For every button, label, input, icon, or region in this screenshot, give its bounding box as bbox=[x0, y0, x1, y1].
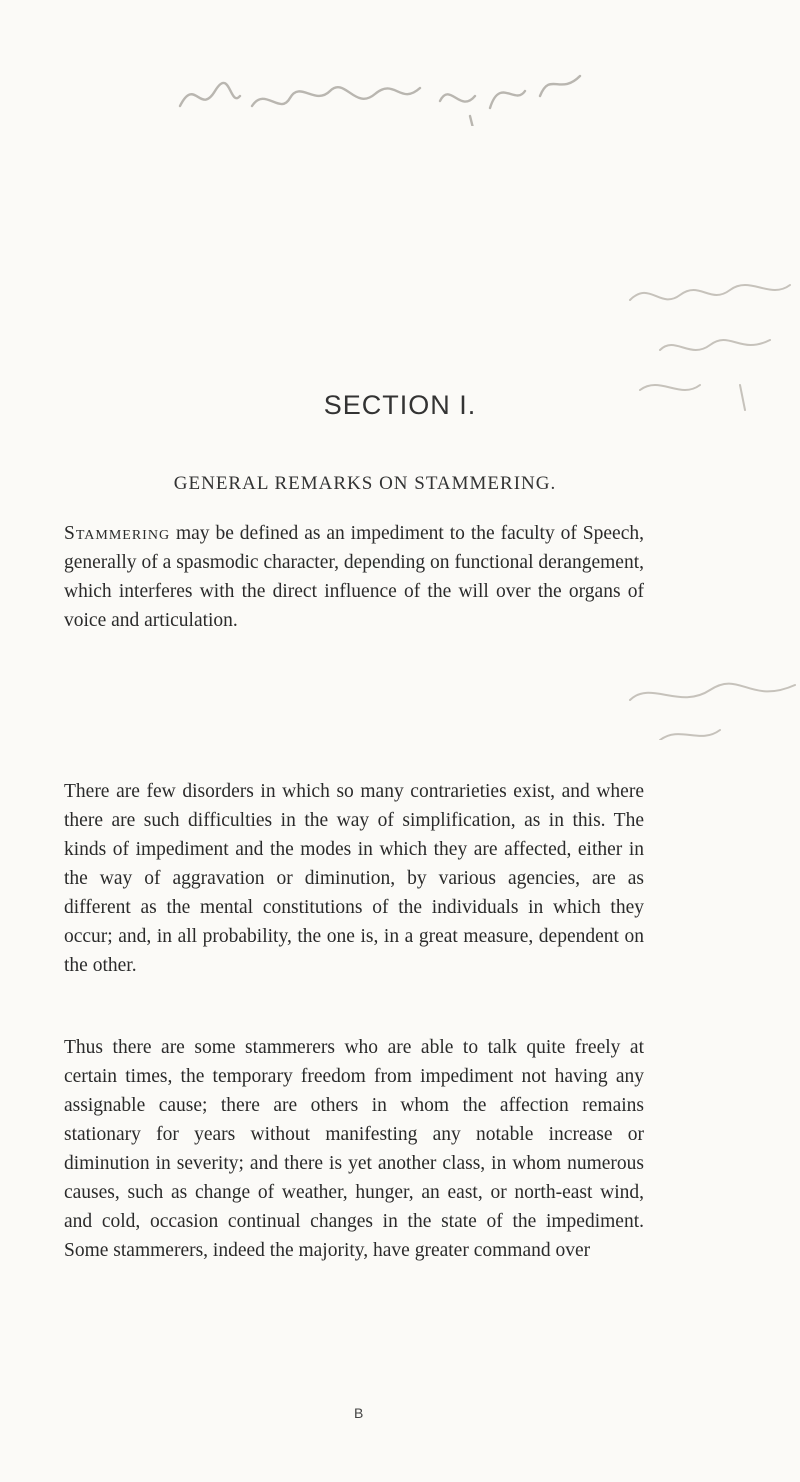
handwritten-annotation bbox=[140, 36, 600, 126]
paragraph-text: may be defined as an impediment to the faculty of Speech, generally of a spasmodic character, depending on functional derangement, which interferes with the direct influence of the will over the organs of voice and articulation. bbox=[64, 523, 644, 631]
paragraph-varieties: Thus there are some stammerers who are able to talk quite freely at certain times, the temporary freedom from impediment not having any assignable cause; there are others in whom the affection remains stationary for years without manifesting any notable increase or diminution in severity; and there is yet another class, in whom numerous causes, such as change of weather, hunger, an east, or north-east wind, and cold, occasion continual changes in the state of the impediment. Some stammerers, indeed the majority, have greater command over bbox=[64, 1037, 644, 1261]
section-title: SECTION I. bbox=[323, 390, 477, 420]
margin-handwriting bbox=[620, 280, 800, 740]
paragraph-contrarieties: There are few disorders in which so many contrarieties exist, and where there are such difficulties in the way of simplification, as in this. The kinds of impediment and the modes in which they are affected, either in the way of aggravation or diminution, by various agencies, are as different as the mental constitutions of the individuals in which they occur; and, in all probability, the one is, in a great measure, dependent on the other. bbox=[64, 781, 644, 976]
paragraph-lead-word: Stammering bbox=[64, 523, 171, 544]
chapter-subtitle: GENERAL REMARKS ON STAMMERING. bbox=[173, 473, 557, 494]
signature-mark: B bbox=[354, 1405, 364, 1421]
paragraph-definition bbox=[64, 519, 644, 635]
